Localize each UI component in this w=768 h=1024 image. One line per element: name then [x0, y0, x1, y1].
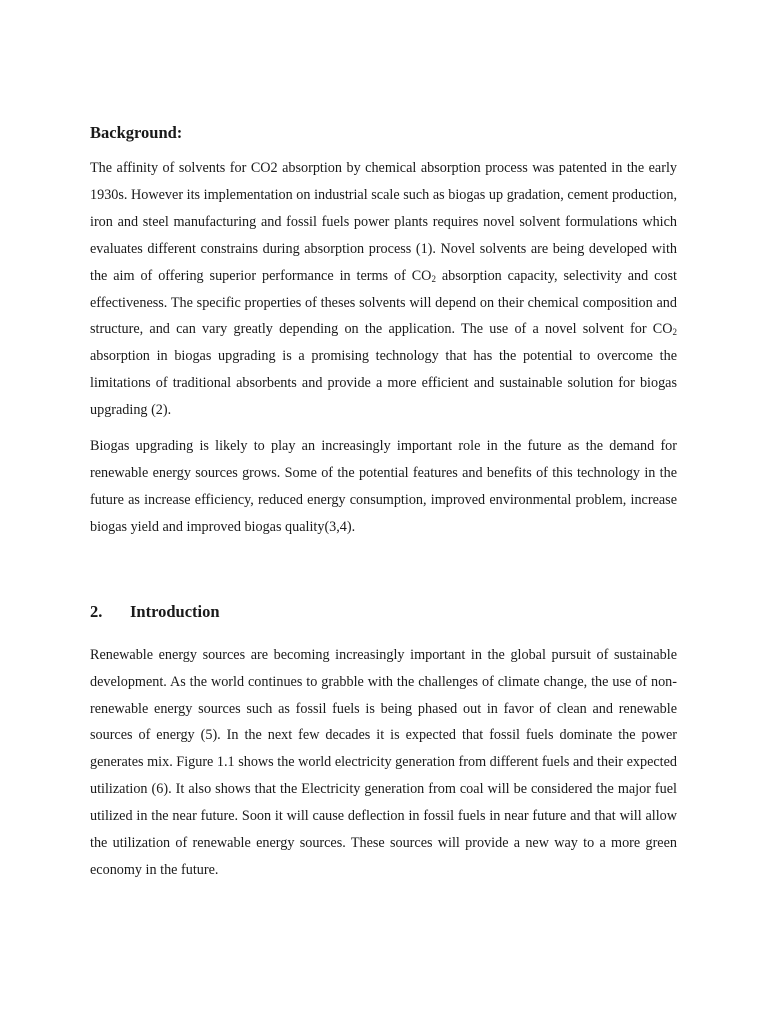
text-run: absorption capacity, selectivity and cost effectiveness. The specific properties of theses solvents will depend on their chemical composition and structure, and can vary greatly depending on the application. The use of a novel solvent for CO: [90, 267, 677, 338]
section-number: 2.: [90, 601, 103, 621]
text-run: absorption in biogas upgrading is a promising technology that has the potential to overcome the limitations of traditional absorbents and provide a more efficient and sustainable solution for biogas upgrading (2).: [90, 348, 677, 419]
subscript: 2: [431, 273, 436, 284]
introduction-paragraph-1: Renewable energy sources are becoming increasingly important in the global pursuit of sustainable development. As the world continues to grabble with the challenges of climate change, the use of non- renewable energy sources such as fossil fuels is being phased out in favor of clean and renewable sources of energy (5). In the next few decades it is expected that fossil fuels dominate the power generates mix. Figure 1.1 shows the world electricity generation from different fuels and their expected utilization (6). It also shows that the Electricity generation from coal will be considered the major fuel utilized in the near future. Soon it will cause deflection in fossil fuels in near future and that will allow the utilization of renewable energy sources. These sources will provide a new way to a more green economy in the future.: [90, 646, 677, 878]
introduction-heading: [90, 599, 677, 625]
background-paragraph-2: Biogas upgrading is likely to play an increasingly important role in the future as the demand for renewable energy sources grows. Some of the potential features and benefits of this technology in the future as increase efficiency, reduced energy consumption, improved environmental problem, increase biogas yield and improved biogas quality(3,4).: [90, 438, 677, 535]
document-page: [90, 120, 677, 884]
background-paragraph-1: [90, 155, 677, 424]
text-run: The affinity of solvents for CO2 absorption by chemical absorption process was patented in the early 1930s. However its implementation on industrial scale such as biogas up gradation, cement production, iron and steel manufacturing and fossil fuels power plants requires novel solvent formulations which evaluates different constrains during absorption process (1). Novel solvents are being developed with the aim of offering superior performance in terms of CO: [90, 160, 677, 284]
subscript: 2: [672, 327, 677, 338]
section-title: Introduction: [130, 601, 220, 621]
background-heading: Background:: [90, 123, 183, 142]
